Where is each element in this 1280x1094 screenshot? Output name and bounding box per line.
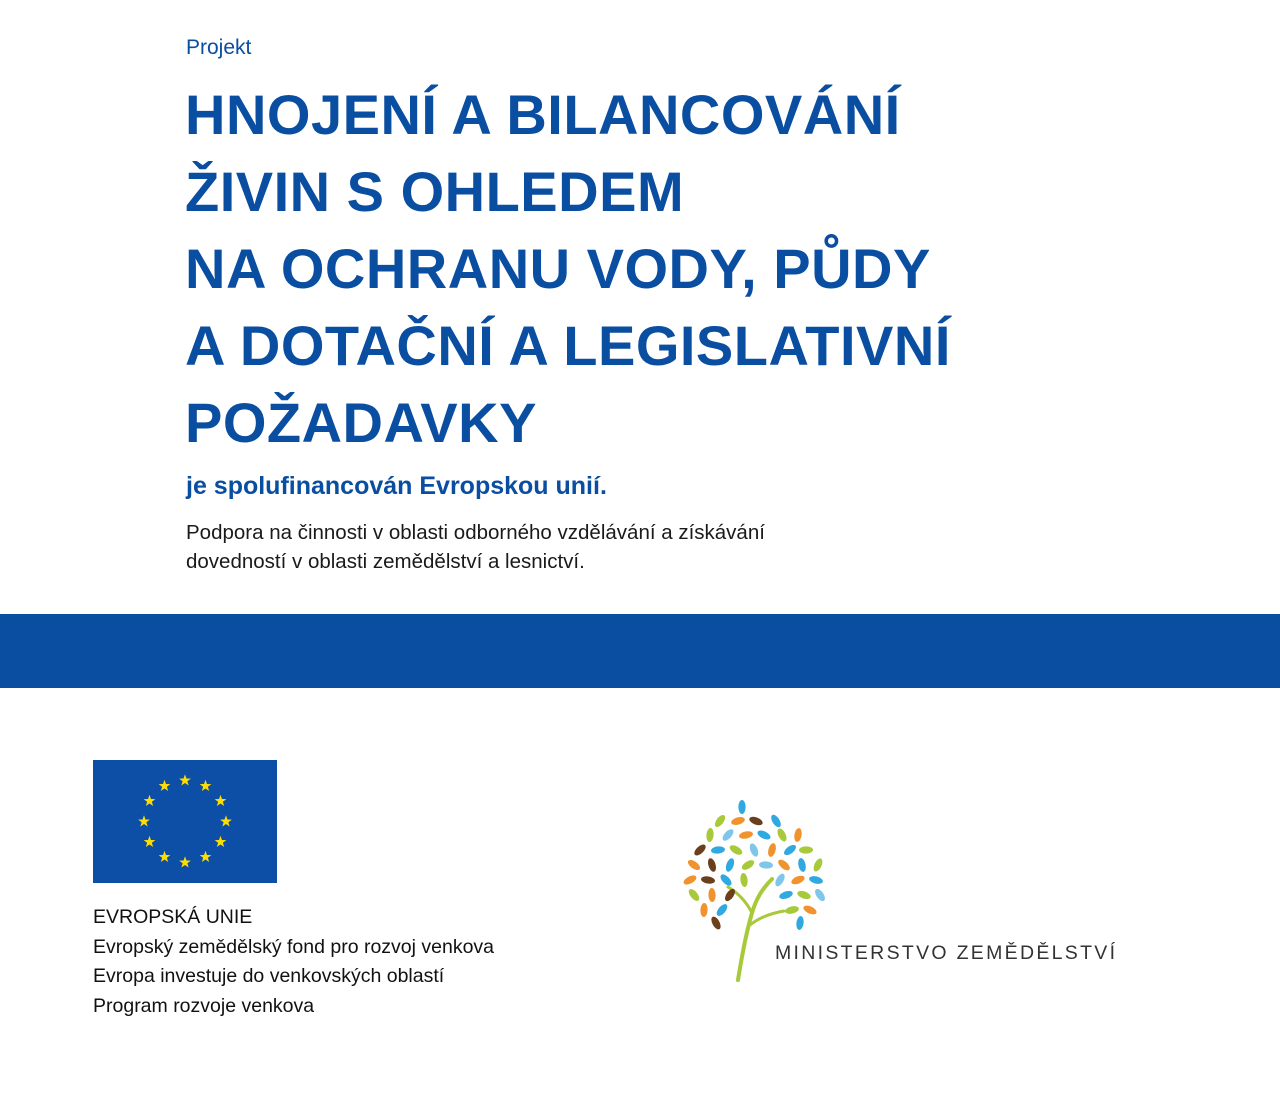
leaf-icon [795, 916, 804, 931]
leaf-icon [740, 873, 749, 888]
leaf-icon [773, 872, 786, 888]
leaf-icon [782, 843, 797, 857]
leaf-icon [767, 842, 778, 857]
leaf-icon [796, 889, 812, 900]
leaf-icon [738, 830, 753, 840]
leaf-icon [719, 872, 734, 887]
leaf-icon [706, 828, 714, 843]
leaf-icon [709, 915, 722, 931]
eu-flag-icon [93, 760, 277, 883]
leaf-icon [724, 857, 736, 873]
leaf-icon [707, 857, 718, 872]
leaf-icon [728, 843, 744, 856]
leaf-icon [776, 827, 789, 843]
eu-funding-text [93, 903, 494, 1021]
eu-line: Evropa investuje do venkovských oblastí [93, 965, 445, 987]
leaf-icon [715, 902, 730, 917]
leaf-icon [701, 875, 716, 884]
blue-divider-band [0, 614, 1280, 688]
leaf-icon [740, 858, 756, 872]
leaf-icon [793, 827, 803, 842]
leaf-icon [808, 875, 823, 885]
title-line: ŽIVIN S OHLEDEM [185, 160, 685, 223]
project-label: Projekt [186, 36, 252, 59]
leaf-icon [790, 874, 806, 886]
eu-line: Evropský zemědělský fond pro rozvoj venkova [93, 935, 495, 958]
cofinanced-statement: je spolufinancován Evropskou unií. [186, 472, 607, 500]
leaf-icon [813, 887, 827, 903]
leaf-icon [797, 857, 807, 872]
support-description [186, 518, 765, 576]
leaf-icon [759, 861, 773, 869]
leaf-icon [784, 905, 799, 915]
leaf-icon [769, 813, 783, 829]
leaf-icon [700, 903, 708, 917]
support-line: dovedností v oblasti zemědělství a lesnictví. [186, 550, 585, 573]
leaf-icon [738, 800, 745, 814]
support-line: Podpora na činnosti v oblasti odborného vzdělávání a získávání [186, 521, 765, 544]
leaf-icon [682, 874, 698, 887]
title-line: POŽADAVKY [185, 391, 537, 454]
leaf-icon [686, 858, 702, 872]
title-line: HNOJENÍ A BILANCOVÁNÍ [185, 83, 901, 146]
title-line: NA OCHRANU VODY, PŮDY [185, 237, 931, 300]
leaf-icon [708, 888, 716, 902]
eu-line: EVROPSKÁ UNIE [93, 906, 253, 928]
project-title [185, 76, 951, 461]
leaf-icon [711, 846, 726, 855]
leaf-icon [687, 887, 701, 902]
leaf-icon [692, 843, 707, 858]
leaf-icon [721, 827, 736, 842]
leaf-icon [748, 815, 764, 827]
leaf-icon [776, 858, 791, 873]
leaf-icon [812, 857, 824, 873]
title-line: A DOTAČNÍ A LEGISLATIVNÍ [185, 314, 951, 377]
eu-line: Program rozvoje venkova [93, 994, 315, 1017]
leaf-icon [730, 816, 745, 827]
leaf-icon [713, 813, 727, 829]
leaf-icon [748, 842, 760, 858]
leaf-icon [756, 829, 772, 842]
leaf-icon [802, 904, 818, 916]
ministry-name: MINISTERSTVO ZEMĚDĚLSTVÍ [775, 942, 1118, 964]
leaf-icon [778, 889, 794, 900]
leaf-icon [799, 846, 813, 853]
